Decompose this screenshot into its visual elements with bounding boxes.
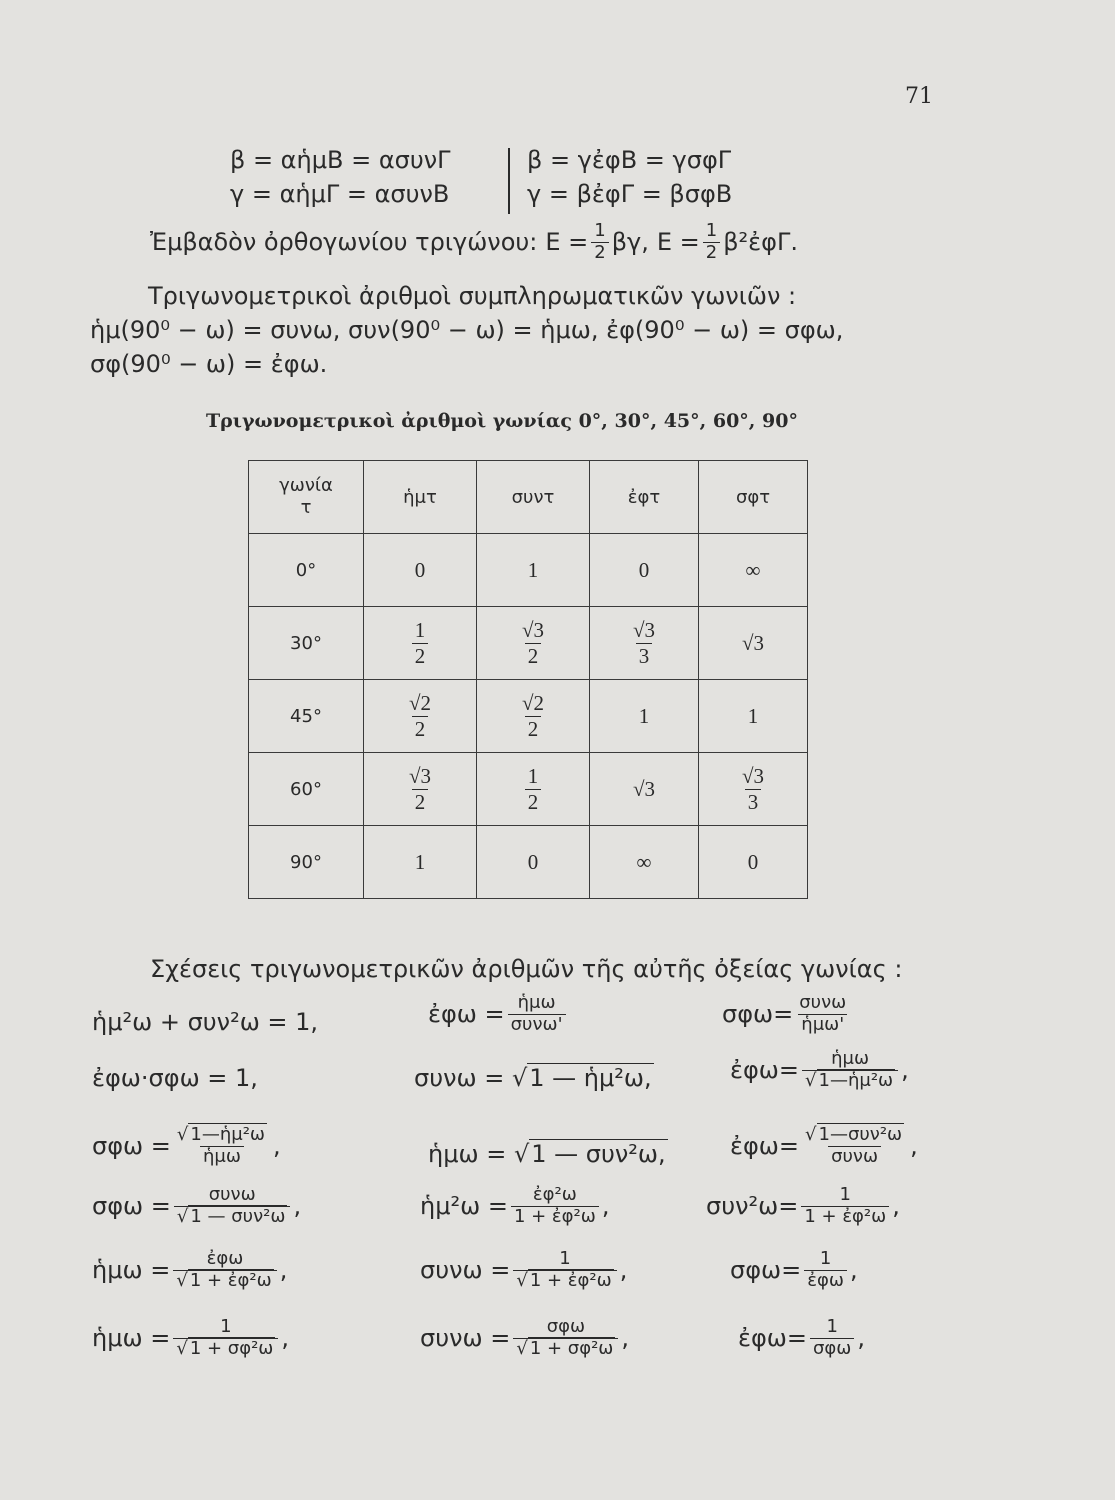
comma: , <box>601 1192 610 1221</box>
relations-title: Σχέσεις τριγωνομετρικῶν ἀριθμῶν τῆς αὐτῆς ὀξείας γωνίας : <box>150 955 903 983</box>
formula-text: σφω = <box>92 1132 171 1161</box>
numerator: ἡμω <box>517 992 556 1013</box>
formula-text: συνω = <box>420 1324 511 1353</box>
radicand: 1 + ἐφ²ω <box>529 1269 612 1291</box>
complementary-title: Τριγωνομετρικοὶ ἀριθμοὶ συμπληρωματικῶν γωνιῶν : <box>148 282 797 310</box>
numerator: ἐφ²ω <box>532 1184 577 1205</box>
denominator: 2 <box>703 242 720 263</box>
formula-text: ἐφω = <box>428 1000 505 1029</box>
area-formula <box>150 222 798 263</box>
angle-cell: 45° <box>249 680 364 753</box>
denominator: 2 <box>412 716 429 740</box>
table-row <box>249 753 808 826</box>
value-cell: 0 <box>477 826 590 899</box>
denominator: √ 1—ἡμ²ω <box>802 1070 898 1091</box>
denominator: √ 1 + ἐφ²ω <box>173 1270 276 1291</box>
fraction <box>519 619 547 666</box>
denominator: 2 <box>412 789 429 813</box>
comma: , <box>892 1192 900 1221</box>
table-header-row <box>249 461 808 534</box>
value-cell: 1 <box>590 680 699 753</box>
numerator: 1 <box>826 1316 838 1337</box>
fraction <box>511 1186 599 1227</box>
identity-sin-from-cot <box>92 1318 289 1359</box>
denominator: 1 + ἐφ²ω <box>511 1206 599 1227</box>
identity-sin2-from-tan <box>420 1186 609 1227</box>
identity-sin-from-tan <box>92 1250 287 1291</box>
comma: , <box>849 1256 858 1285</box>
formula-text: συνω = √ <box>414 1064 528 1092</box>
radicand: 1—ἡμ²ω <box>818 1069 894 1091</box>
table-row <box>249 680 808 753</box>
page-number: 71 <box>905 84 933 109</box>
angle-cell: 90° <box>249 826 364 899</box>
identity-pythagorean <box>92 1008 318 1036</box>
identity-tan-cot-product: ἐφω·σφω = 1, <box>92 1064 258 1092</box>
comma: , <box>621 1324 630 1353</box>
identity-tan-from-cos <box>730 1126 918 1167</box>
numerator: √2 <box>408 691 432 716</box>
formula-text: σφω = <box>92 1192 171 1221</box>
fraction <box>810 1318 854 1359</box>
comma: , <box>281 1324 290 1353</box>
formula-text: ἡμω = √ <box>428 1140 530 1168</box>
radicand: 1 — ἡμ²ω, <box>529 1064 652 1092</box>
value-cell <box>364 607 477 680</box>
table-caption: Τριγωνομετρικοὶ ἀριθμοὶ γωνίας 0°, 30°, 45°, 60°, 90° <box>206 410 798 432</box>
formula-right-2: γ = βἐφΓ = βσφΒ <box>527 180 733 208</box>
radical <box>529 1140 667 1168</box>
identity-sin-from-cos <box>428 1140 668 1168</box>
numerator: ἡμω <box>831 1048 870 1069</box>
fraction <box>804 1250 847 1291</box>
header-tan: ἐφτ <box>590 461 699 534</box>
header-cot: σφτ <box>699 461 808 534</box>
identity-tan-from-sin <box>730 1050 909 1091</box>
fraction <box>525 765 542 812</box>
identity-tan-ratio <box>428 994 569 1035</box>
header-angle <box>249 461 364 534</box>
area-e1: Ε = <box>545 228 589 257</box>
value-cell: 0 <box>590 534 699 607</box>
identity-cot-from-cos <box>92 1186 301 1227</box>
identity-cos-from-cot <box>420 1318 629 1359</box>
value-cell: 0 <box>699 826 808 899</box>
identity-cos-from-tan <box>420 1250 627 1291</box>
value-cell <box>477 753 590 826</box>
area-e1-tail: βγ, <box>611 228 649 257</box>
value-cell: 0 <box>364 534 477 607</box>
fraction <box>739 765 767 812</box>
fraction <box>406 765 434 812</box>
formula-text: ἐφω= <box>730 1132 800 1161</box>
table-row <box>249 607 808 680</box>
numerator: √3 <box>741 764 765 789</box>
numerator: √3 <box>632 618 656 643</box>
value-cell <box>364 753 477 826</box>
angle-cell: 60° <box>249 753 364 826</box>
fraction <box>801 1186 889 1227</box>
numerator: συνω <box>799 992 847 1013</box>
comma: , <box>857 1324 866 1353</box>
denominator: ἡμω <box>200 1146 244 1167</box>
comma: , <box>910 1132 918 1161</box>
comma: , <box>619 1256 628 1285</box>
comma: , <box>293 1192 302 1221</box>
value-cell <box>364 680 477 753</box>
formula-text: ἡμω = <box>92 1324 171 1353</box>
numerator: 1 <box>220 1316 232 1337</box>
table-row <box>249 534 808 607</box>
radical <box>527 1064 653 1092</box>
fraction <box>173 1250 276 1291</box>
denominator: 1 + ἐφ²ω <box>801 1206 889 1227</box>
area-e2-tail: β²ἐφΓ. <box>723 228 798 257</box>
denominator: 2 <box>525 716 542 740</box>
value-cell: ∞ <box>590 826 699 899</box>
complementary-line-1: ἡμ(90⁰ − ω) = συνω, συν(90⁰ − ω) = ἡμω, ἐφ(90⁰ − ω) = σφω, <box>90 316 844 344</box>
numerator: √ 1—ἡμ²ω <box>176 1124 265 1145</box>
fraction <box>802 1050 898 1091</box>
radicand: 1 — συν²ω <box>190 1205 286 1227</box>
trig-values-table <box>248 460 808 899</box>
header-sin: ἡμτ <box>364 461 477 534</box>
header-cos: συντ <box>477 461 590 534</box>
denominator: συνω' <box>508 1014 566 1035</box>
numerator: ἐφω <box>206 1248 244 1269</box>
radicand: 1 + σφ²ω <box>189 1337 274 1359</box>
denominator: 2 <box>412 643 429 667</box>
radicand: 1 + σφ²ω <box>529 1337 614 1359</box>
denominator: √ 1 — συν²ω <box>174 1206 291 1227</box>
comma: , <box>279 1256 288 1285</box>
fraction <box>519 692 547 739</box>
formula-text: σφω= <box>722 1000 794 1029</box>
numerator: συνω <box>208 1184 256 1205</box>
denominator: 2 <box>525 643 542 667</box>
radicand: 1—ἡμ²ω <box>190 1124 265 1145</box>
formula-text: ἡμ²ω = <box>420 1192 508 1221</box>
fraction <box>508 994 566 1035</box>
fraction <box>802 1126 907 1167</box>
numerator: σφω <box>546 1316 586 1337</box>
angle-cell: 0° <box>249 534 364 607</box>
radicand: 1 — συν²ω, <box>531 1140 666 1168</box>
value-cell <box>477 680 590 753</box>
numerator: 1 <box>594 220 606 241</box>
formula-text: ἡμ²ω + συν²ω = 1, <box>92 1008 319 1036</box>
numerator: 1 <box>559 1248 571 1269</box>
denominator: √ 1 + σφ²ω <box>513 1338 618 1359</box>
value-cell: 1 <box>477 534 590 607</box>
fraction <box>406 692 434 739</box>
value-cell: √3 <box>590 753 699 826</box>
formula-right-1: β = γἐφΒ = γσφΓ <box>527 146 732 174</box>
formula-left-2: γ = αἡμΓ = ασυνΒ <box>230 180 450 208</box>
numerator: 1 <box>705 220 718 241</box>
denominator: 2 <box>591 242 608 263</box>
value-cell: ∞ <box>699 534 808 607</box>
denominator: συνω <box>828 1146 881 1167</box>
numerator: 1 <box>527 764 539 789</box>
denominator: √ 1 + σφ²ω <box>173 1338 278 1359</box>
identity-cos2-from-tan <box>706 1186 900 1227</box>
denominator: 2 <box>525 789 542 813</box>
value-cell: 1 <box>364 826 477 899</box>
identity-cos-from-sin <box>414 1064 654 1092</box>
numerator: 1 <box>839 1184 851 1205</box>
radicand: 1 + ἐφ²ω <box>189 1269 272 1291</box>
value-cell: 1 <box>699 680 808 753</box>
identity-cot-ratio <box>722 994 852 1035</box>
value-cell <box>477 607 590 680</box>
numerator: 1 <box>819 1248 832 1269</box>
formula-text: συνω = <box>420 1256 511 1285</box>
denominator: 3 <box>745 789 762 813</box>
formula-text: σφω= <box>730 1256 802 1285</box>
value-cell <box>590 607 699 680</box>
area-label: Ἐμβαδὸν ὀρθογωνίου τριγώνου: <box>150 228 538 257</box>
denominator: ἡμω' <box>798 1014 847 1035</box>
formula-text: ἐφω= <box>738 1324 808 1353</box>
identity-cot-from-tan <box>730 1250 858 1291</box>
identity-cot-from-sin <box>92 1126 281 1167</box>
fraction <box>174 1126 270 1167</box>
identity-tan-from-cot <box>738 1318 865 1359</box>
fraction <box>173 1318 278 1359</box>
fraction <box>412 619 429 666</box>
denominator: 3 <box>636 643 653 667</box>
radicand: 1—συν²ω <box>818 1124 903 1145</box>
header-angle-symbol: τ <box>300 497 312 518</box>
area-fraction-2 <box>703 222 720 263</box>
comma: , <box>901 1056 909 1085</box>
fraction <box>513 1250 616 1291</box>
value-cell: √3 <box>699 607 808 680</box>
formula-text: συν²ω= <box>706 1192 799 1221</box>
area-e2: Ε = <box>656 228 700 257</box>
denominator: √ 1 + ἐφ²ω <box>513 1270 616 1291</box>
angle-cell: 30° <box>249 607 364 680</box>
area-fraction-1 <box>591 222 608 263</box>
denominator: σφω <box>810 1338 854 1359</box>
value-cell <box>699 753 808 826</box>
formula-divider <box>508 148 510 214</box>
complementary-line-2: σφ(90⁰ − ω) = ἐφω. <box>90 350 328 378</box>
formula-text: ἡμω = <box>92 1256 171 1285</box>
table-row <box>249 826 808 899</box>
numerator: 1 <box>414 618 426 643</box>
fraction <box>630 619 658 666</box>
comma: , <box>272 1132 281 1161</box>
fraction <box>796 994 849 1035</box>
numerator: √3 <box>408 764 432 789</box>
denominator: ἐφω <box>804 1270 847 1291</box>
fraction <box>513 1318 618 1359</box>
numerator: √ 1—συν²ω <box>805 1124 903 1145</box>
formula-text: ἐφω= <box>730 1056 800 1085</box>
formula-left-1: β = αἡμΒ = ασυνΓ <box>230 146 451 174</box>
numerator: √3 <box>521 618 545 643</box>
fraction <box>174 1186 291 1227</box>
numerator: √2 <box>521 691 545 716</box>
header-angle-word: γωνία <box>279 475 333 497</box>
